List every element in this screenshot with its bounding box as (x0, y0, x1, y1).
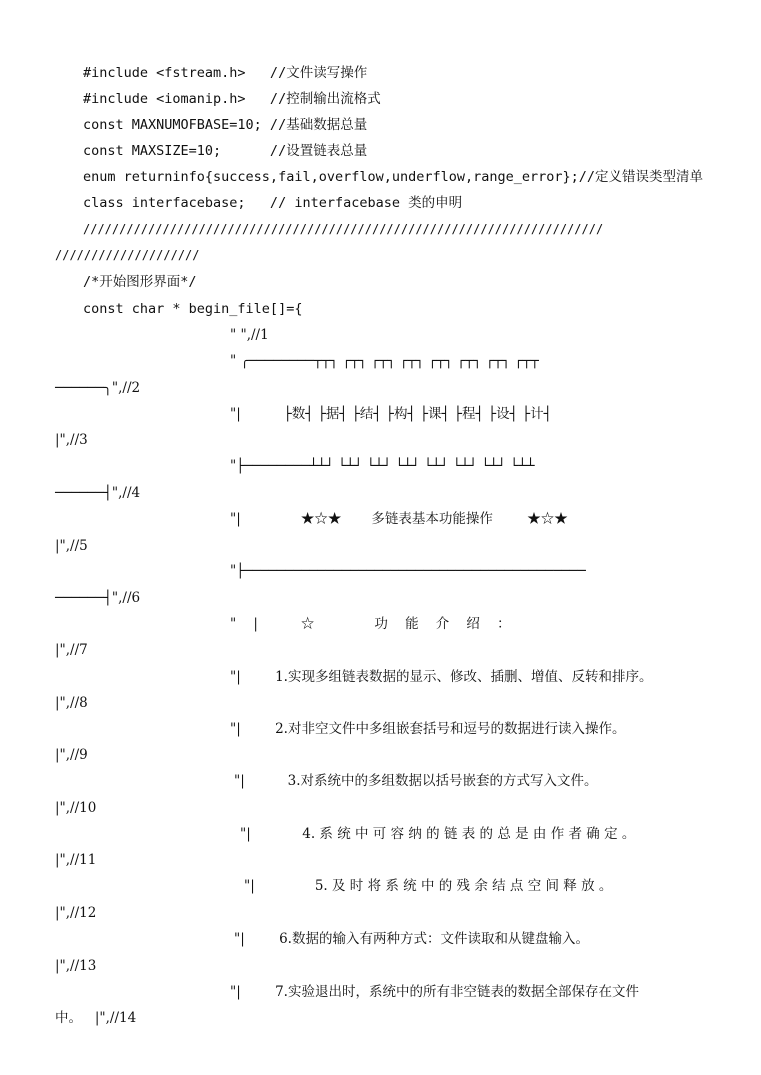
row-4-wrap: ──────┤",//4 (55, 485, 141, 501)
row-9-wrap: |",//9 (55, 747, 88, 763)
row-12-wrap: |",//12 (55, 905, 97, 921)
row-14-wrap: 中。 |",//14 (55, 1010, 137, 1026)
code-line-include-fstream: #include <fstream.h> //文件读写操作 (83, 65, 368, 81)
row-9: "| 2.对非空文件中多组嵌套括号和逗号的数据进行读入操作。 (230, 721, 626, 737)
row-4: "├────────┴┴┘ └┴┘ └┴┘ └┴┘ └┴┘ └┴┘ └┴┘ └┴┴ (230, 458, 535, 474)
code-line-class-interfacebase: class interfacebase; // interfacebase 类的申明 (83, 195, 463, 211)
row-3-wrap: |",//3 (55, 432, 88, 448)
row-13-wrap: |",//13 (55, 958, 97, 974)
row-10: "| 3.对系统中的多组数据以括号嵌套的方式写入文件。 (234, 773, 598, 789)
row-14: "| 7.实验退出时，系统中的所有非空链表的数据全部保存在文件 (230, 984, 639, 1000)
row-6-wrap: ──────┤",//6 (55, 590, 141, 606)
code-line-const-maxnumofbase: const MAXNUMOFBASE=10; //基础数据总量 (83, 117, 368, 133)
row-7: " | ☆ 功 能 介 绍 ： (230, 616, 511, 632)
separator-line-1: //////////////////////////////////////////////////////////////////////// (83, 222, 604, 236)
row-8-wrap: |",//8 (55, 695, 88, 711)
row-11-wrap: |",//11 (55, 852, 97, 868)
row-10-wrap: |",//10 (55, 800, 97, 816)
row-5: "| ★☆★ 多链表基本功能操作 ★☆★ (230, 511, 568, 527)
row-6: "├────────────────────────────────────────── (230, 563, 586, 579)
code-line-include-iomanip: #include <iomanip.h> //控制输出流格式 (83, 91, 381, 107)
row-8: "| 1.实现多组链表数据的显示、修改、插删、增值、反转和排序。 (230, 669, 653, 685)
row-13: "| 6.数据的输入有两种方式：文件读取和从键盘输入。 (234, 931, 589, 947)
row-2-wrap: ──────╮",//2 (55, 380, 141, 396)
row-1: " ",//1 (230, 327, 269, 343)
row-2: " ╭────────┬┬┐ ┌┬┐ ┌┬┐ ┌┬┐ ┌┬┐ ┌┬┐ ┌┬┐ ┌┬┬ (230, 353, 539, 369)
code-line-const-maxsize: const MAXSIZE=10; //设置链表总量 (83, 143, 368, 159)
array-declaration: const char * begin_file[]={ (83, 301, 303, 317)
row-11: "| 4. 系 统 中 可 容 纳 的 链 表 的 总 是 由 作 者 确 定 。 (240, 826, 636, 842)
separator-line-2: //////////////////// (55, 248, 200, 262)
comment-begin-gui: /*开始图形界面*/ (83, 274, 197, 290)
row-3: "| ├数┤ ├据┤ ├结┤ ├构┤ ├课┤ ├程┤ ├设┤ ├计┤ (230, 406, 552, 422)
row-12: "| 5. 及 时 将 系 统 中 的 残 余 结 点 空 间 释 放 。 (244, 878, 613, 894)
row-7-wrap: |",//7 (55, 642, 88, 658)
code-line-enum-returninfo: enum returninfo{success,fail,overflow,underflow,range_error};//定义错误类型清单 (83, 169, 704, 185)
row-5-wrap: |",//5 (55, 538, 88, 554)
